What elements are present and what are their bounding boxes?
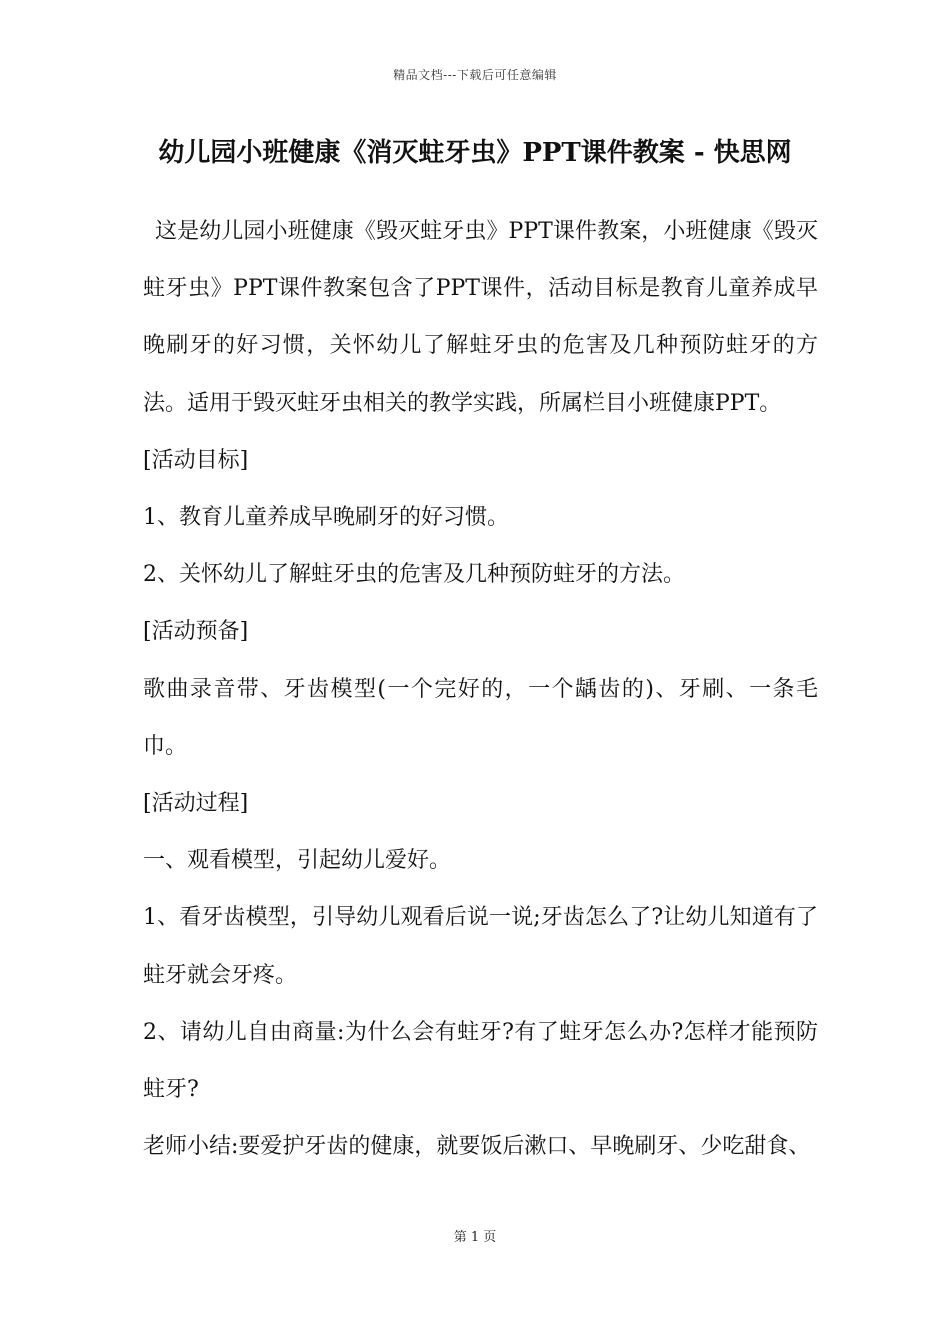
- section-heading-goals: [活动目标]: [143, 447, 249, 473]
- header-note: 精品文档---下载后可任意编辑: [393, 68, 557, 82]
- document-title: 幼儿园小班健康《消灭蛀牙虫》PPT课件教案 - 快思网: [158, 138, 792, 168]
- process-item-1: 1、看牙齿模型，引导幼儿观看后说一说;牙齿怎么了?让幼儿知道有了蛀牙就会牙疼。: [143, 905, 818, 988]
- page-number: 第 1 页: [453, 1230, 497, 1245]
- document-body: [143, 203, 818, 1175]
- process-step-heading: 一、观看模型，引起幼儿爱好。: [143, 848, 452, 874]
- section-heading-preparation: [活动预备]: [143, 619, 249, 645]
- intro-paragraph: 这是幼儿园小班健康《毁灭蛀牙虫》PPT课件教案，小班健康《毁灭蛀牙虫》PPT课件教案包含了PPT课件，活动目标是教育儿童养成早晚刷牙的好习惯，关怀幼儿了解蛀牙虫的危害及几种预防蛀牙的方法。适用于毁灭蛀牙虫相关的教学实践，所属栏目小班健康PPT。: [143, 219, 818, 416]
- process-item-2: 2、请幼儿自由商量:为什么会有蛀牙?有了蛀牙怎么办?怎样才能预防蛀牙?: [143, 1019, 818, 1103]
- goal-item-1: 1、教育儿童养成早晚刷牙的好习惯。: [143, 505, 509, 531]
- goal-item-2: 2、关怀幼儿了解蛀牙虫的危害及几种预防蛀牙的方法。: [143, 562, 685, 588]
- preparation-paragraph: 歌曲录音带、牙齿模型(一个完好的，一个龋齿的)、牙刷、一条毛巾。: [143, 676, 818, 759]
- teacher-summary: 老师小结:要爱护牙齿的健康，就要饭后漱口、早晚刷牙、少吃甜食、: [143, 1134, 811, 1160]
- section-heading-process: [活动过程]: [143, 791, 249, 817]
